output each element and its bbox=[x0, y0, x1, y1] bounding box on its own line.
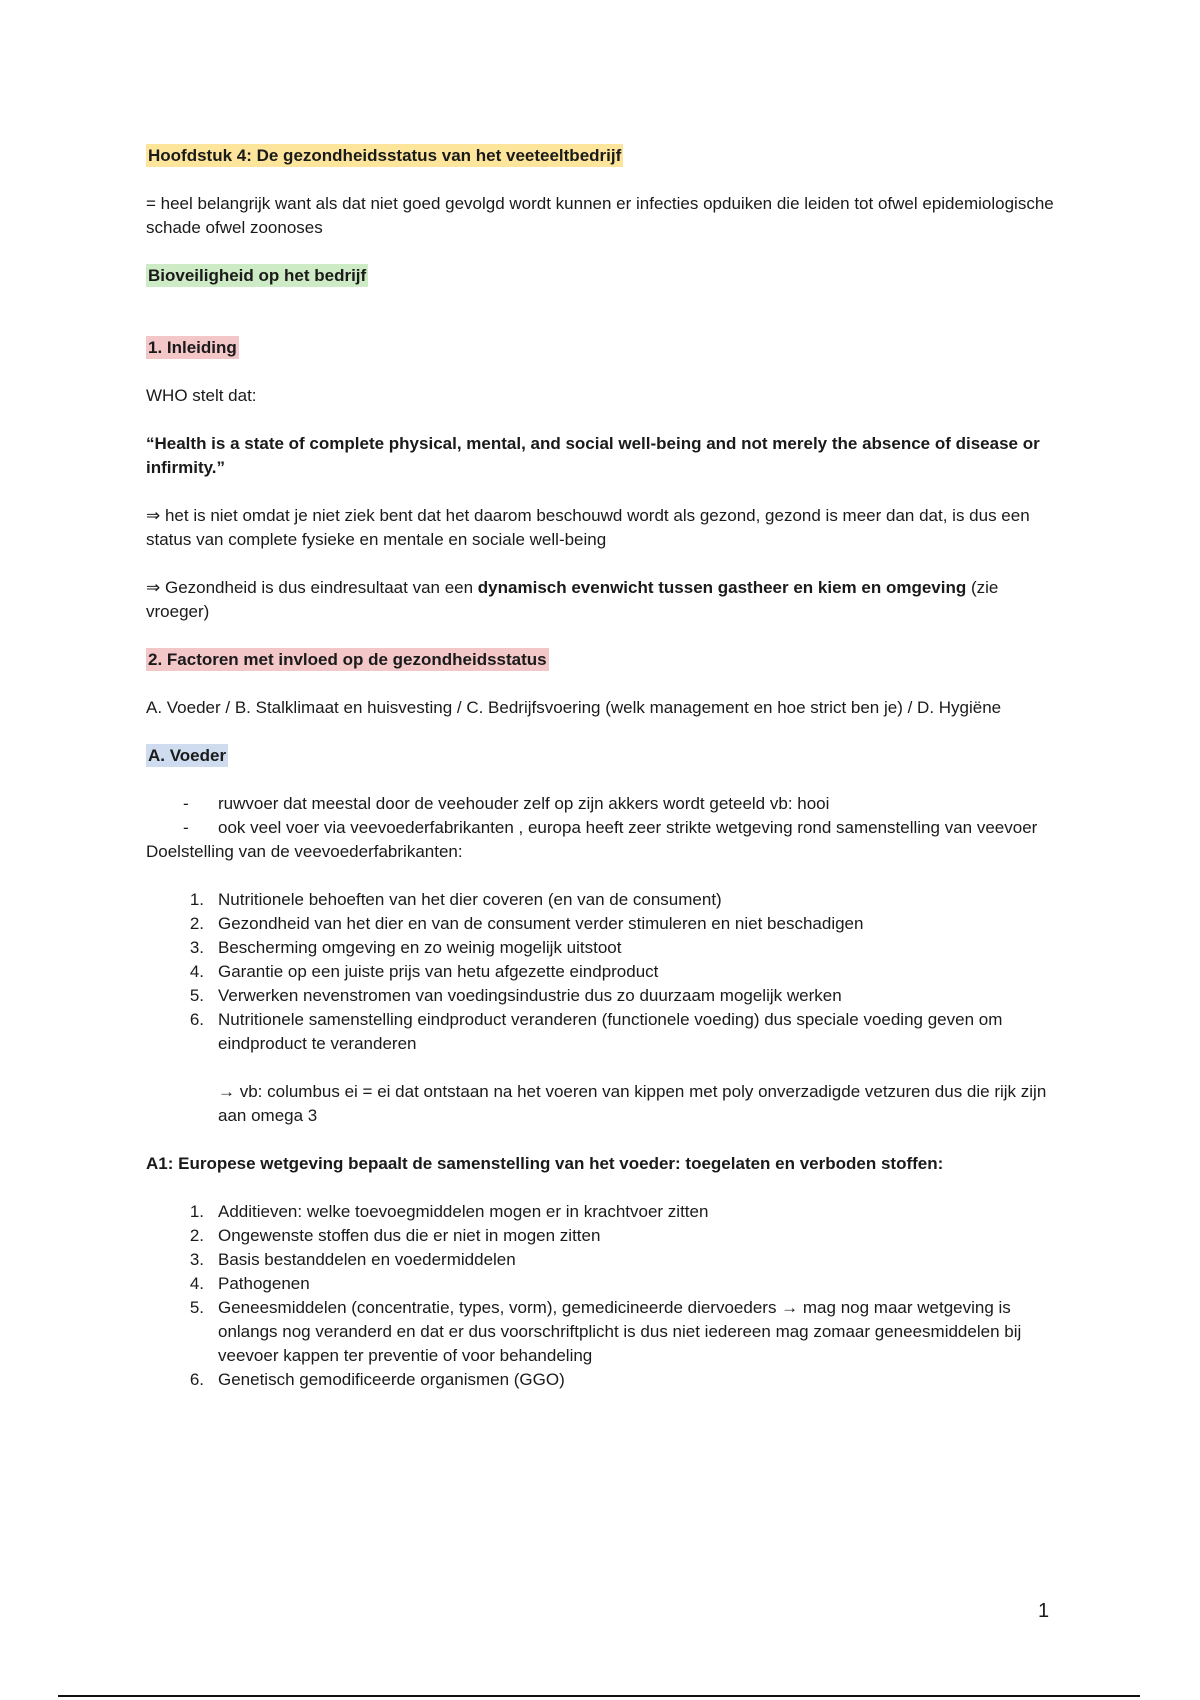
list-item: - ruwvoer dat meestal door de veehouder zelf op zijn akkers wordt geteeld vb: hooi bbox=[183, 794, 830, 813]
voeder-bullet-list bbox=[146, 792, 1066, 840]
list-item: 1. Nutritionele behoeften van het dier coveren (en van de consument) bbox=[189, 890, 722, 909]
chapter-title: Hoofdstuk 4: De gezondheidsstatus van het veeteeltbedrijf bbox=[148, 146, 622, 165]
heading-voeder: A. Voeder bbox=[148, 746, 227, 765]
list-item: 4. Garantie op een juiste prijs van hetu afgezette eindproduct bbox=[189, 962, 659, 981]
page-number: 1 bbox=[1038, 1600, 1050, 1622]
who-lead: WHO stelt dat: bbox=[146, 386, 257, 405]
heading-factoren: 2. Factoren met invloed op de gezondheidsstatus bbox=[148, 650, 547, 669]
list-item: 1. Additieven: welke toevoegmiddelen mogen er in krachtvoer zitten bbox=[189, 1202, 709, 1221]
factoren-list: A. Voeder / B. Stalklimaat en huisvesting / C. Bedrijfsvoering (welk management en hoe strict ben je) / D. Hygiëne bbox=[146, 698, 1002, 717]
who-quote: “Health is a state of complete physical, mental, and social well-being and not merely the absence of disease or infirmity.” bbox=[146, 434, 1040, 477]
columbus-note: → vb: columbus ei = ei dat ontstaan na het voeren van kippen met poly onverzadigde vetzuren dus die rijk zijn aan omega 3 bbox=[218, 1082, 1047, 1125]
intro-paragraph: = heel belangrijk want als dat niet goed gevolgd wordt kunnen er infecties opduiken die leiden tot ofwel epidemiologische schade ofwel zoonoses bbox=[146, 194, 1054, 237]
section-heading-bioveiligheid: Bioveiligheid op het bedrijf bbox=[148, 266, 367, 285]
heading-inleiding: 1. Inleiding bbox=[148, 338, 237, 357]
list-item: 2. Gezondheid van het dier en van de consument verder stimuleren en niet beschadigen bbox=[189, 914, 864, 933]
list-item: 6. Nutritionele samenstelling eindproduct veranderen (functionele voeding) dus speciale voeding geven om eindproduct te veranderen bbox=[189, 1010, 1003, 1053]
list-item: 5. Verwerken nevenstromen van voedingsindustrie dus zo duurzaam mogelijk werken bbox=[189, 986, 842, 1005]
list-item: 3. Basis bestanddelen en voedermiddelen bbox=[189, 1250, 516, 1269]
footer-divider bbox=[58, 1695, 1140, 1697]
arrow-paragraph-2: ⇒ Gezondheid is dus eindresultaat van een dynamisch evenwicht tussen gastheer en kiem en omgeving (zie vroeger) bbox=[146, 578, 999, 621]
arrow-paragraph-1: ⇒ het is niet omdat je niet ziek bent dat het daarom beschouwd wordt als gezond, gezond is meer dan dat, is dus een status van complete fysieke en mentale en sociale well-being bbox=[146, 506, 1030, 549]
list-item: - ook veel voer via veevoederfabrikanten , europa heeft zeer strikte wetgeving rond samenstelling van veevoer bbox=[183, 818, 1038, 837]
list-item: 6. Genetisch gemodificeerde organismen (GGO) bbox=[189, 1370, 565, 1389]
a1-list bbox=[146, 1200, 1066, 1392]
doelstelling-lead: Doelstelling van de veevoederfabrikanten: bbox=[146, 842, 463, 861]
page-content bbox=[146, 144, 1066, 1392]
list-item: 3. Bescherming omgeving en zo weinig mogelijk uitstoot bbox=[189, 938, 622, 957]
heading-a1: A1: Europese wetgeving bepaalt de samenstelling van het voeder: toegelaten en verboden stoffen: bbox=[146, 1154, 944, 1173]
list-item: 2. Ongewenste stoffen dus die er niet in mogen zitten bbox=[189, 1226, 601, 1245]
doelstelling-list bbox=[146, 888, 1066, 1056]
arrow-paragraph-2-bold: dynamisch evenwicht tussen gastheer en kiem en omgeving bbox=[477, 578, 967, 597]
list-item: 4. Pathogenen bbox=[189, 1274, 310, 1293]
list-item: 5. Geneesmiddelen (concentratie, types, vorm), gemedicineerde diervoeders → mag nog maar wetgeving is onlangs nog veranderd en dat er dus voorschriftplicht is dus niet iedereen mag zomaar geneesmiddelen bij veevoer kappen ter preventie of voor behandeling bbox=[189, 1298, 1022, 1365]
